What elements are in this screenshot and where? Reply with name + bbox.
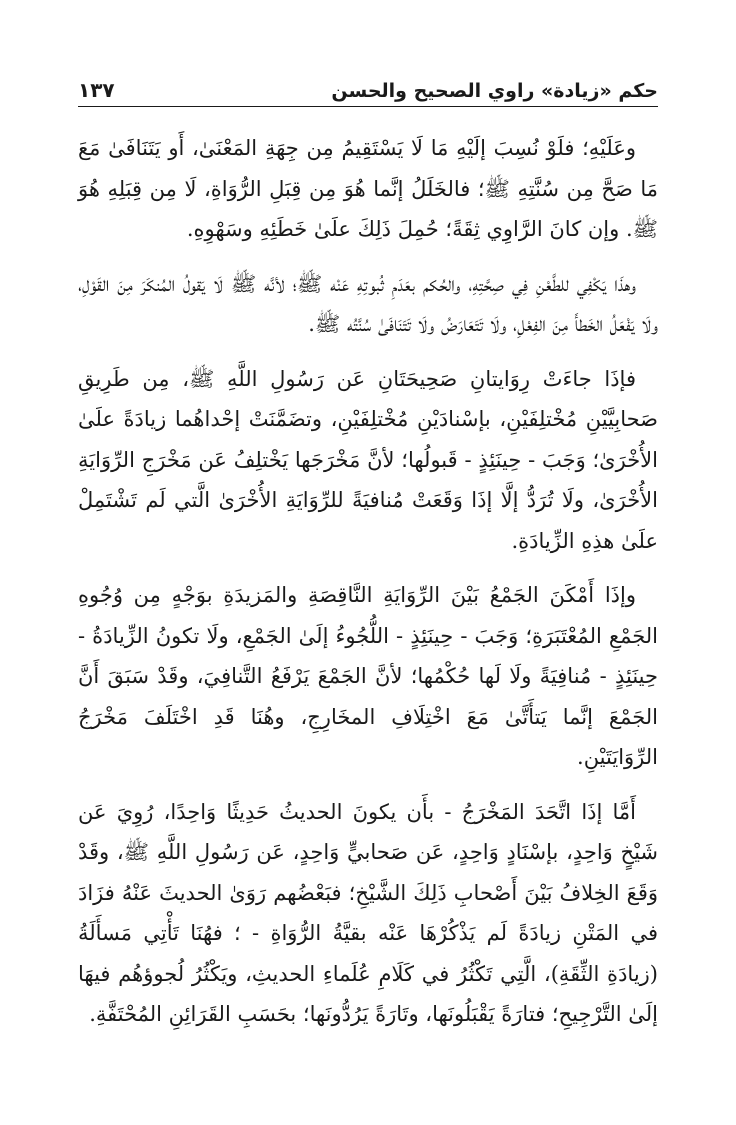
page-number: ١٣٧ [78, 78, 115, 102]
paragraph: وإذَا أَمْكَنَ الجَمْعُ بَيْنَ الرِّوَايَةِ النَّاقِصَةِ والمَزيدَةِ بوَجْهٍ مِن وُجُوهِ الجَمْعِ المُعْتَبَرَةِ؛ وَجَبَ - حِينَئِذٍ - اللُّجُوءُ إلَىٰ الجَمْعِ، ولَا تكونُ الزِّيادَةُ - حِينَئِذٍ - مُنافِيَةً ولَا لَها حُكْمُها؛ لأنَّ الجَمْعَ يَرْفَعُ التَّنافِيَ، وقَدْ سَبَقَ أَنَّ الجَمْعَ إنَّما يَتأَتَّىٰ مَعَ اخْتِلَافِ المخَارِجِ، وهُنَا قَدِ اخْتَلَفَ مَخْرَجُ الرِّوَايَتَيْنِ. [78, 583, 658, 769]
paragraph: وهذَا يَكْفِي للطَّعْنِ فِي صِحَّتِهِ، والحُكم بعَدَمِ ثُبوتِهِ عَنْه ﷺ؛ لأنَّه ﷺ لَا يَقولُ المُنكَرَ مِنَ القَوْلِ، ولَا يَفْعَلُ الخَطأَ مِنَ الفِعْلِ، ولَا تَتَعَارَضُ ولَا تَتَنَافَىٰ سُنَّتُه ﷺ. [78, 271, 658, 336]
body-text [78, 128, 658, 1049]
header-divider [78, 106, 658, 107]
paragraph: فإذَا جاءَتْ رِوَايتانِ صَحِيحَتَانِ عَن رَسُولِ اللَّهِ ﷺ، مِن طَرِيقِ صَحابِيَّيْنِ مُخْتلِفَيْنِ، بإسْنادَيْنِ مُخْتلِفَيْنِ، وتضَمَّنَتْ إحْداهُما زيادَةً علَىٰ الأُخْرَىٰ؛ وَجَبَ - حِينَئِذٍ - قَبولُها؛ لأنَّ مَخْرَجَها يَخْتلِفُ عَن مَخْرَجِ الرِّوَايَةِ الأُخْرَىٰ، ولَا تُرَدُّ إلَّا إذَا وَقَعَتْ مُنافيَةً للرِّوَايَةِ الأُخْرَىٰ الَّتي لَم تَشْتَمِلْ علَىٰ هذِهِ الزِّيادَةِ. [78, 366, 658, 553]
paragraph: وعَلَيْهِ؛ فلَوْ نُسِبَ إلَيْهِ مَا لَا يَسْتَقِيمُ مِن جِهَةِ المَعْنَىٰ، أَو يَتَنَافَىٰ مَعَ مَا صَحَّ مِن سُنَّتِهِ ﷺ؛ فالخَلَلُ إنَّما هُوَ مِن قِبَلِ الرُّوَاةِ، لَا مِن قِبَلِهِ هُوَ ﷺ. وإن كانَ الرَّاوِي ثِقَةً؛ حُمِلَ ذَلِكَ علَىٰ خَطَئِهِ وسَهْوِهِ. [78, 136, 658, 241]
paragraph: أَمَّا إذَا اتَّحَدَ المَخْرَجُ - بأَن يكونَ الحديثُ حَدِيثًا وَاحِدًا، رُوِيَ عَن شَيْخٍ وَاحِدٍ، بإسْنَادٍ وَاحِدٍ، عَن صَحابيٍّ وَاحِدٍ، عَن رَسُولِ اللَّهِ ﷺ، وقَدْ وَقَعَ الخِلافُ بَيْنَ أَصْحابِ ذَلِكَ الشَّيْخِ؛ فبَعْضُهم رَوَىٰ الحديثَ عَنْهُ فزَادَ في المَتْنِ زيادَةً لَم يَذْكُرْهَا عَنْه بقيَّةُ الرُّوَاةِ - ؛ فهُنَا تَأْتِي مَسأَلَةُ (زيادَةِ الثِّقَةِ)، الَّتِي تَكْثُرُ في كَلَامِ عُلَماءِ الحديثِ، ويَكْثُرُ لُجوؤهُم فيهَا إلَىٰ التَّرْجِيحِ؛ فتارَةً يَقْبَلُونَها، وتَارَةً يَرُدُّونَها؛ بحَسَبِ القَرَائِنِ المُحْتَفَّةِ. [78, 799, 658, 1026]
header-title: حكم «زيادة» راوي الصحيح والحسن [331, 80, 658, 102]
running-header [78, 62, 658, 102]
